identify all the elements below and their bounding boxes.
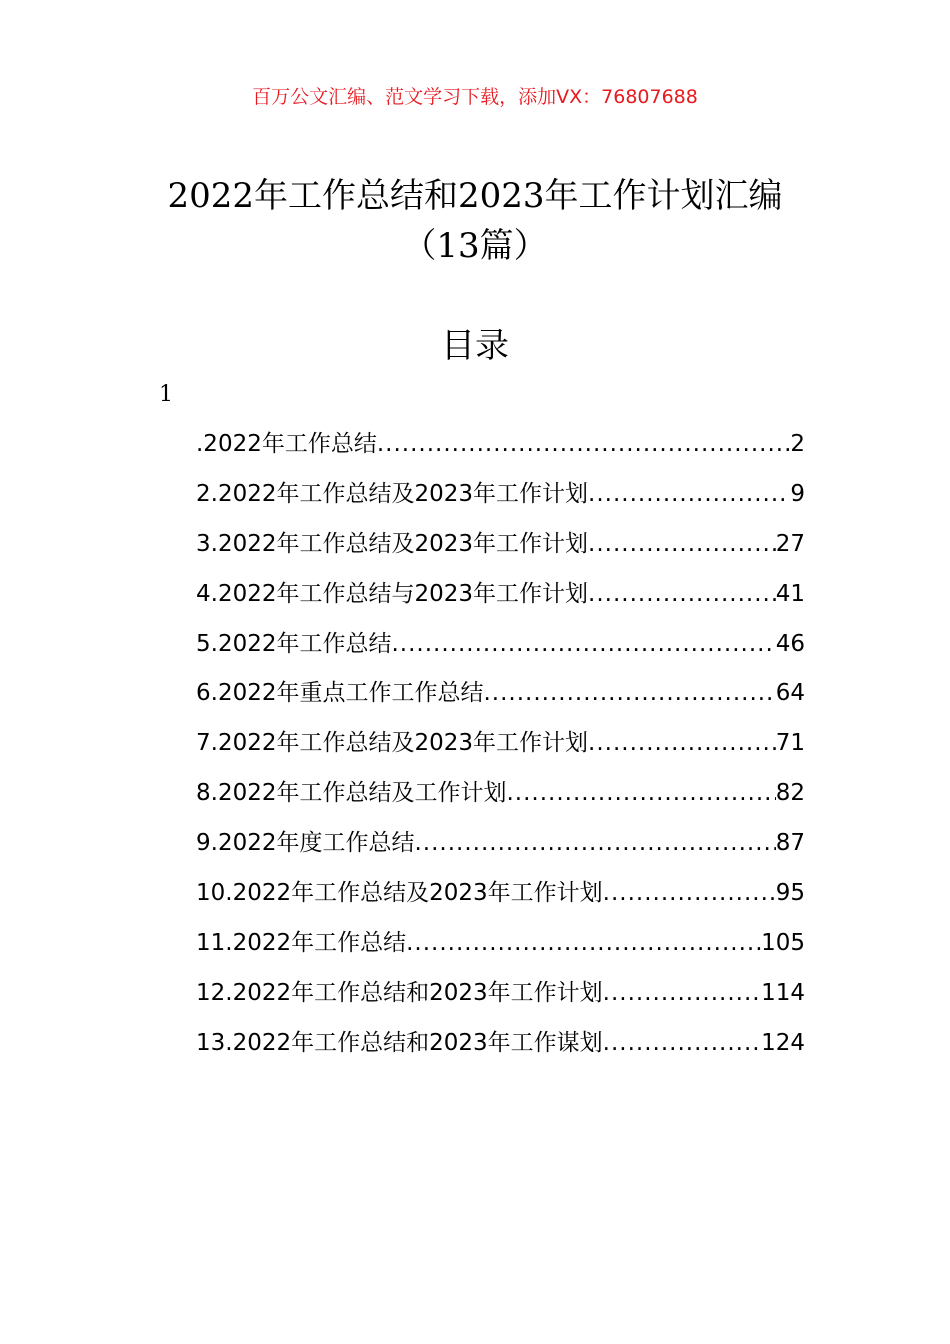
toc-entry[interactable] xyxy=(196,923,805,973)
toc-dot-leader xyxy=(391,624,775,664)
stray-number: 1 xyxy=(159,382,173,407)
toc-entry-label: 13.2022年工作总结和2023年工作谋划 xyxy=(196,1029,603,1056)
toc-dot-leader xyxy=(483,673,775,713)
document-title: 2022年工作总结和2023年工作计划汇编 xyxy=(167,176,783,216)
toc-dot-leader xyxy=(377,424,791,464)
toc-entry[interactable] xyxy=(196,424,805,474)
toc-entry-page: 87 xyxy=(775,830,805,857)
toc-entry-page: 46 xyxy=(775,630,805,657)
toc-entry-label: 12.2022年工作总结和2023年工作计划 xyxy=(196,979,603,1006)
toc-entry-page: 82 xyxy=(775,780,805,807)
toc-entry[interactable] xyxy=(196,723,805,773)
toc-heading: 目录 xyxy=(441,326,509,366)
toc-dot-leader xyxy=(588,574,776,614)
toc-dot-leader xyxy=(588,474,790,514)
toc-entry-label: 10.2022年工作总结及2023年工作计划 xyxy=(196,880,603,907)
toc-entry-label: 8.2022年工作总结及工作计划 xyxy=(196,780,507,807)
toc-entry-page: 124 xyxy=(761,1029,805,1056)
toc-entry-page: 105 xyxy=(761,929,805,956)
toc-entry-label: 2.2022年工作总结及2023年工作计划 xyxy=(196,480,589,507)
toc-entry[interactable] xyxy=(196,524,805,574)
toc-entry-label: 5.2022年工作总结 xyxy=(196,630,392,657)
toc-entry[interactable] xyxy=(196,973,805,1023)
toc-entry-label: 4.2022年工作总结与2023年工作计划 xyxy=(196,580,589,607)
toc-entry-page: 41 xyxy=(775,580,805,607)
toc-entry-page: 95 xyxy=(775,880,805,907)
toc-dot-leader xyxy=(588,524,776,564)
toc-entry[interactable] xyxy=(196,873,805,923)
toc-entry[interactable] xyxy=(196,1023,805,1073)
toc-entry-label: 6.2022年重点工作工作总结 xyxy=(196,680,484,707)
toc-entry[interactable] xyxy=(196,673,805,723)
toc-dot-leader xyxy=(406,923,761,963)
table-of-contents xyxy=(196,424,805,1073)
toc-entry-page: 71 xyxy=(775,730,805,757)
toc-entry-label: 11.2022年工作总结 xyxy=(196,929,407,956)
toc-entry[interactable] xyxy=(196,474,805,524)
toc-entry-label: 7.2022年工作总结及2023年工作计划 xyxy=(196,730,589,757)
toc-dot-leader xyxy=(603,873,776,913)
toc-dot-leader xyxy=(506,773,775,813)
toc-entry-page: 27 xyxy=(775,530,805,557)
header-note: 百万公文汇编、范文学习下载，添加VX：76807688 xyxy=(252,86,698,108)
toc-entry-page: 2 xyxy=(790,431,805,457)
toc-entry-label: 3.2022年工作总结及2023年工作计划 xyxy=(196,530,589,557)
toc-entry-label: 9.2022年度工作总结 xyxy=(196,830,415,857)
toc-entry[interactable] xyxy=(196,624,805,674)
toc-entry-page: 64 xyxy=(775,680,805,707)
toc-dot-leader xyxy=(603,973,761,1013)
toc-entry[interactable] xyxy=(196,773,805,823)
toc-entry[interactable] xyxy=(196,574,805,624)
toc-entry-label: .2022年工作总结 xyxy=(196,431,377,457)
toc-dot-leader xyxy=(603,1023,761,1063)
toc-entry[interactable] xyxy=(196,823,805,873)
toc-dot-leader xyxy=(588,723,776,763)
document-subtitle: （13篇） xyxy=(402,226,548,266)
toc-dot-leader xyxy=(414,823,775,863)
toc-entry-page: 114 xyxy=(761,979,805,1006)
toc-entry-page: 9 xyxy=(790,480,805,507)
